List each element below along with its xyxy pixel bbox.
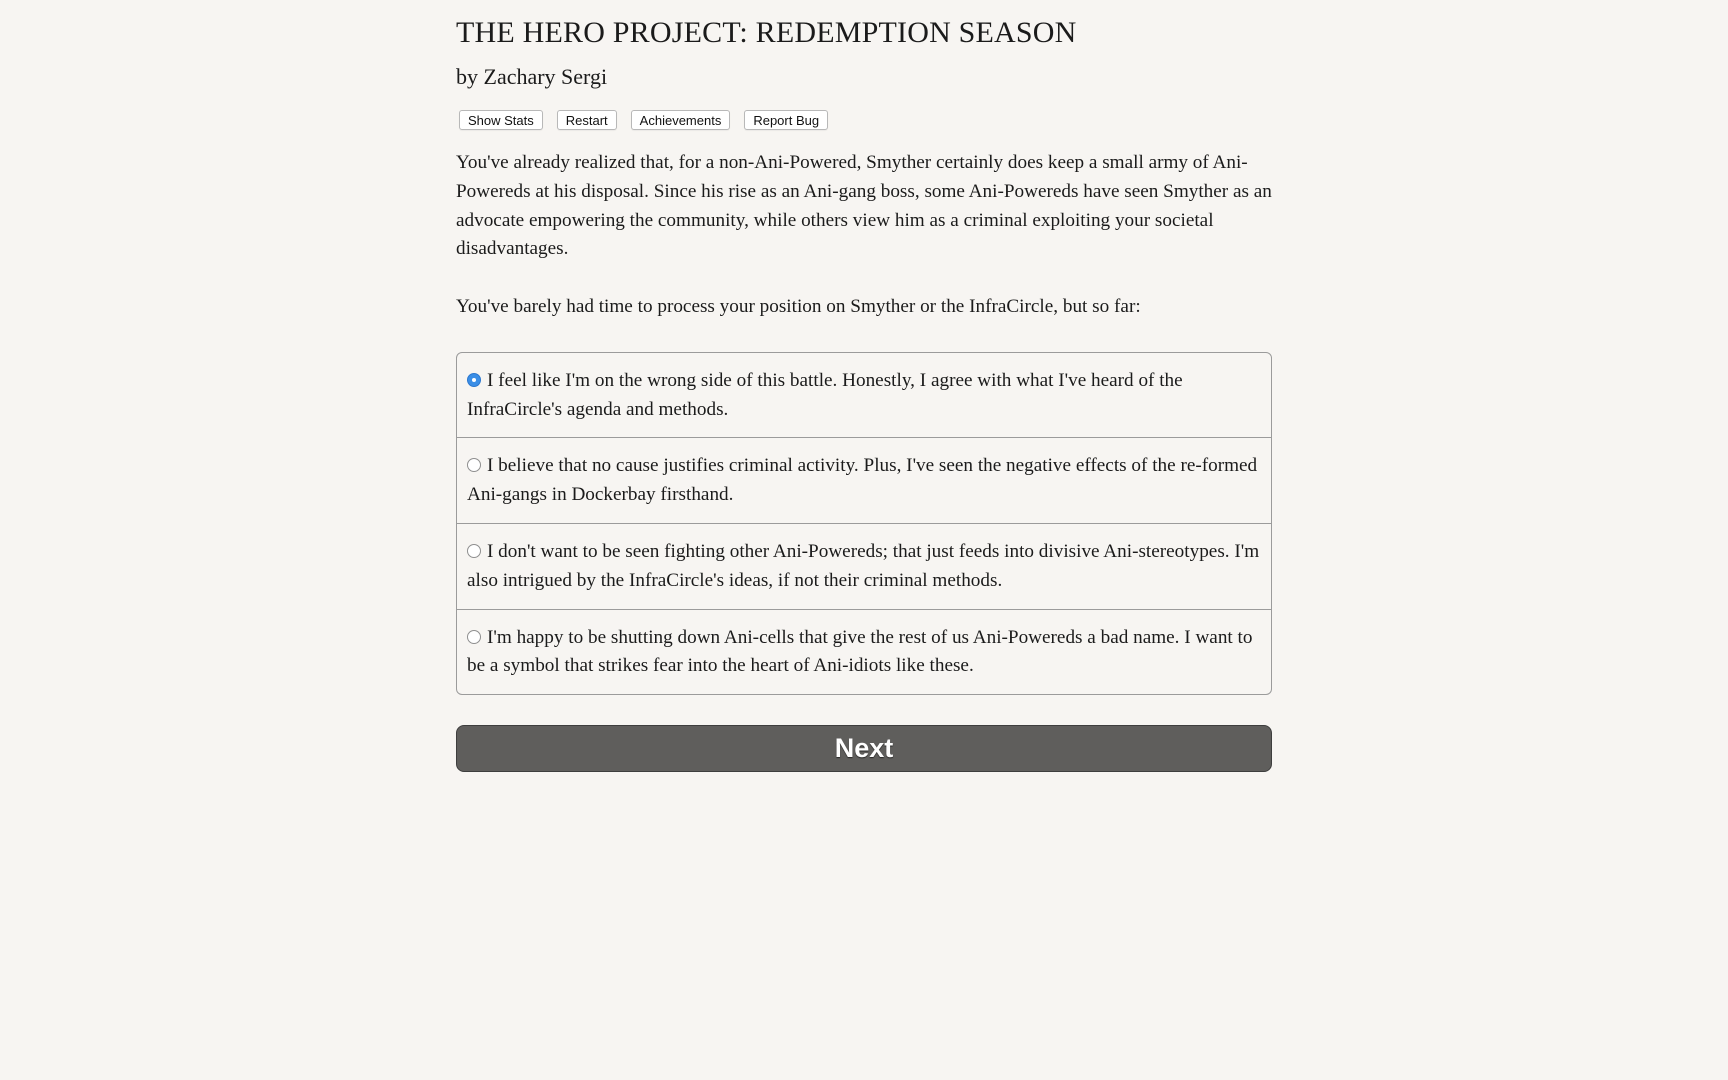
achievements-button[interactable]: Achievements — [631, 110, 731, 130]
radio-empty-icon[interactable] — [467, 544, 481, 558]
choice-list — [456, 352, 1272, 695]
story-paragraph: You've barely had time to process your position on Smyther or the InfraCircle, but so far: — [456, 295, 1141, 317]
story-text — [456, 149, 1272, 322]
show-stats-button[interactable]: Show Stats — [459, 110, 543, 130]
choice-option-3[interactable] — [457, 523, 1271, 609]
radio-empty-icon[interactable] — [467, 630, 481, 644]
report-bug-button[interactable]: Report Bug — [744, 110, 828, 130]
radio-empty-icon[interactable] — [467, 458, 481, 472]
choice-label: I believe that no cause justifies criminal activity. Plus, I've seen the negative effects of the re-formed Ani-gangs in Dockerbay firsthand. — [467, 455, 1258, 506]
radio-selected-icon[interactable] — [467, 373, 481, 387]
next-button[interactable]: Next — [456, 725, 1272, 772]
author-line: by Zachary Sergi — [456, 64, 608, 89]
story-paragraph: You've already realized that, for a non-Ani-Powered, Smyther certainly does keep a small army of Ani-Powereds at his disposal. Since his rise as an Ani-gang boss, some Ani-Powereds have seen Smyther as an advocate empowering the community, while others view him as a criminal exploiting your societal disadvantages. — [456, 152, 1272, 260]
choice-label: I don't want to be seen fighting other Ani-Powereds; that just feeds into divisive Ani-stereotypes. I'm also intrigued by the InfraCircle's ideas, if not their criminal methods. — [467, 540, 1260, 591]
restart-button[interactable]: Restart — [557, 110, 617, 130]
choice-option-2[interactable] — [457, 437, 1271, 523]
game-page — [456, 0, 1272, 772]
choice-option-4[interactable] — [457, 609, 1271, 695]
choice-option-1[interactable] — [457, 353, 1271, 438]
choice-label: I'm happy to be shutting down Ani-cells that give the rest of us Ani-Powereds a bad name. I want to be a symbol that strikes fear into the heart of Ani-idiots like these. — [467, 626, 1253, 677]
choice-label: I feel like I'm on the wrong side of this battle. Honestly, I agree with what I've heard of the InfraCircle's agenda and methods. — [467, 369, 1183, 420]
game-title: THE HERO PROJECT: REDEMPTION SEASON — [456, 16, 1077, 49]
toolbar — [456, 110, 1272, 130]
